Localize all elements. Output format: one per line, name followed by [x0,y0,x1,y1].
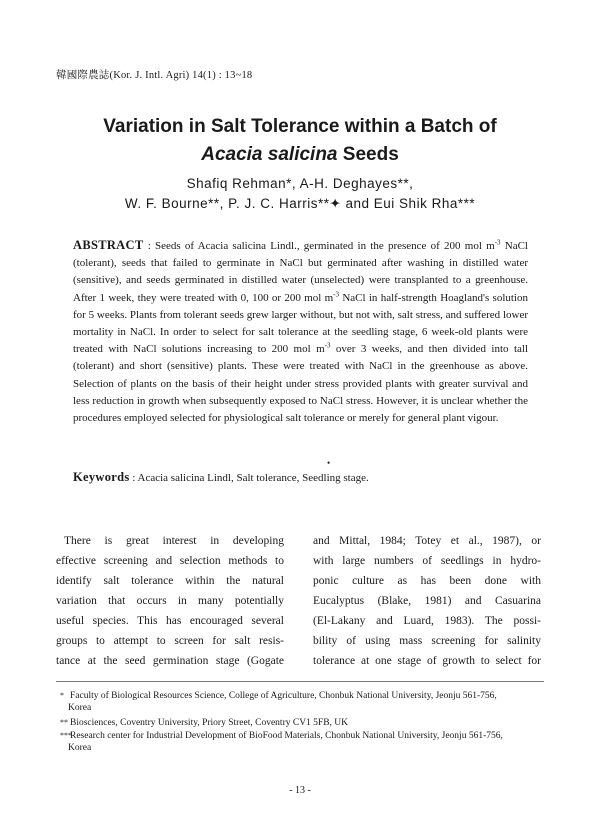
footnote-text: Research center for Industrial Development of BioFood Materials, Chonbuk National University, Jeonju 561-756, [70,731,503,741]
footnote-3-continued: Korea [68,743,92,753]
abstract-text-4: over 3 weeks, and then divided into tall (tolerant) and short (sensitive) plants. These were treated with NaCl in the greenhouse as above. Selection of plants on the basis of their height under stress provided plants with greater survival and less reduction in growth when subsequently exposed to NaCl stress. However, it is unclear whether the procedures employed selected for physiological salt tolerance or merely for general plant vigour. [73,343,528,425]
body-line: bility of using mass screening for salinity [313,635,541,647]
journal-header: 韓國際農誌(Kor. J. Intl. Agri) 14(1) : 13~18 [56,70,253,81]
abstract-sep: : [143,240,155,252]
body-line: useful species. This has encouraged several [56,615,284,627]
stray-dot: • [327,458,331,468]
abstract-label: ABSTRACT [73,238,144,252]
body-line: with large numbers of seedlings in hydro- [313,555,541,567]
body-line: groups to attempt to screen for salt resis- [56,635,284,647]
abstract [73,237,528,427]
body-column-left [56,531,284,671]
title-species: Acacia salicina [201,144,338,165]
footnote-1 [60,689,550,703]
abstract-sup-1: -3 [494,238,501,247]
abstract-text-3: NaCl in half-strength Hoagland's solution for 5 weeks. Plants from tolerant seeds grew larger without, but not with, salt stress, and suffered lower mortality in NaCl. In order to select for salt tolerance at the seedling stage, 6 week-old plants were treated with NaCl solutions increasing to 200 mol m [73,291,528,356]
abstract-sup-3: -3 [324,341,331,350]
footnote-2 [60,716,550,730]
footnote-1-continued: Korea [68,703,92,713]
footnote-divider [56,681,544,682]
abstract-text-1: Seeds of Acacia salicina Lindl., germinated in the presence of 200 mol m [155,240,495,252]
body-line: Eucalyptus (Blake, 1981) and Casuarina [313,595,541,607]
footnote-text: Biosciences, Coventry University, Priory Street, Coventry CV1 5FB, UK [70,718,349,728]
footnote-mark: ** [60,718,68,727]
keywords-label: Keywords [73,470,130,484]
footnote-mark: *** [60,731,72,740]
authors-line-1: Shafiq Rehman*, A-H. Deghayes**, [186,176,414,191]
body-line: There is great interest in developing [64,535,284,547]
footnote-3 [60,729,550,743]
authors-line-2: W. F. Bourne**, P. J. C. Harris**✦ and Eui Shik Rha*** [124,196,476,211]
body-line: (El-Lakany and Luard, 1983). The possi- [313,615,541,627]
abstract-sup-2: -3 [333,289,340,298]
body-line: ponic culture as has been done with [313,575,541,587]
footnote-mark: * [60,691,64,700]
title-line-2 [0,144,600,166]
body-line: variation that occurs in many potentially [56,595,284,607]
page-number: - 13 - [289,785,311,796]
footnote-text: Faculty of Biological Resources Science, College of Agriculture, Chonbuk National University, Jeonju 561-756, [70,691,497,701]
body-line: tolerance at one stage of growth to select for [313,655,541,667]
body-line: and Mittal, 1984; Totey et al., 1987), or [313,535,541,547]
keywords-text: Acacia salicina Lindl, Salt tolerance, Seedling stage. [137,472,369,484]
abstract-text-2: NaCl (tolerant), seeds that failed to germinate in NaCl but germinated after washing in distilled water (sensitive), and seeds germinated in distilled water (unselected) were transplanted to a greenhouse. After 1 week, they were treated with 0, 100 or 200 mol m [73,240,528,304]
keywords-sep: : [129,472,138,484]
body-line: identify salt tolerance within the natural [56,575,284,587]
body-line: tance at the seed germination stage (Gogate [56,655,284,667]
title-line-2-rest: Seeds [337,144,399,165]
body-line: effective screening and selection methods to [56,555,284,567]
title-line-1: Variation in Salt Tolerance within a Batch of [103,116,497,137]
keywords [73,469,533,486]
body-column-right [313,531,541,671]
